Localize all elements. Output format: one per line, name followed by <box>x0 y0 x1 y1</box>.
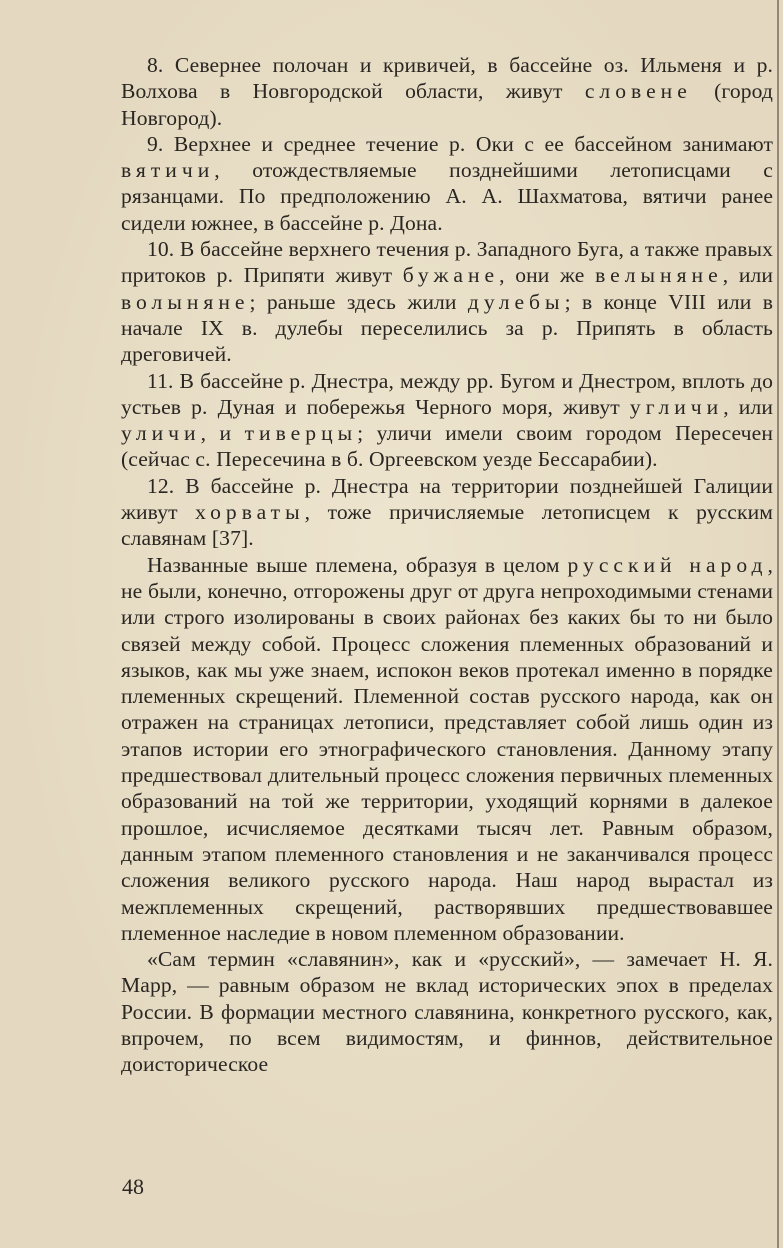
text-run: , или <box>722 263 774 288</box>
text-run: 12. В бассейне р. Днестра на территории позднейшей Галиции живут <box>121 473 773 525</box>
text-run: , не были, конечно, отгорожены друг от друга непроходимыми стенами или строго изолированы в своих районах без каких бы то ни было связей между собой. Процесс сложения племенных образований и языков, как мы уже знаем, испокон веков протекал именно в порядке племенных скрещений. Племенной состав русского народа, как он отражен на страницах летописи, представляет собой лишь один из этапов истории его этнографического становления. Данному этапу предшествовал длительный процесс сложения первичных племенных образований на той же территории, уходящий корнями в далекое прошлое, исчисляемое десятками тысяч лет. Равным образом, данным этапом племенного становления и не заканчивался процесс сложения великого русского народа. Наш народ вырастал из межплеменных скрещений, растворявших предшествовавшее племенное наследие в новом племенном образовании. <box>121 552 774 945</box>
paragraph-12 <box>121 473 773 552</box>
text-run: , отождествляемые позднейшими летописцами с рязанцами. По предположению А. А. Шахматова, вятичи ранее сидели южнее, в бассейне р. Дона. <box>121 158 773 235</box>
spaced-term: дулебы <box>467 289 565 314</box>
text-run: ; уличи имели своим городом Пересечен (сейчас с. Пересечина в б. Оргеевском уезде Бессарабии). <box>121 421 773 472</box>
paragraph-10 <box>121 236 773 367</box>
spaced-term: тиверцы <box>244 421 358 446</box>
spaced-term: бужане <box>402 263 500 288</box>
paragraph-9 <box>121 131 773 236</box>
spaced-term: волыняне <box>121 289 250 314</box>
paragraph-marr-quote <box>121 946 773 1077</box>
text-run: «Сам термин «славянин», как и «русский», — замечает Н. Я. Марр, — равным образом не вклад исторических эпох в пределах России. В формации местного славянина, конкретного русского, как, впрочем, по всем видимостям, и финнов, действительное доисторическое <box>121 947 773 1077</box>
page-number: 48 <box>122 1174 144 1199</box>
text-run: , они же <box>499 263 596 288</box>
text-run: , тоже причисляемые летописцем к русским славянам [37]. <box>121 500 773 551</box>
text-run: Названные выше племена, образуя в целом <box>147 552 568 577</box>
spaced-term: словене <box>584 79 692 104</box>
text-run: ; раньше здесь жили <box>249 289 468 314</box>
text-run: 8. Севернее полочан и кривичей, в бассейне оз. Ильменя и р. Волхова в Новгородской области, живут <box>121 53 773 104</box>
text-run: 9. Верхнее и среднее течение р. Оки с ее бассейном занимают <box>147 131 773 156</box>
spaced-term: угличи <box>629 394 724 419</box>
paragraph-named-tribes <box>121 552 773 946</box>
spaced-term: уличи <box>121 421 201 446</box>
spaced-term: русский народ <box>567 552 768 577</box>
spaced-term: хорваты <box>195 500 305 525</box>
text-run: , или <box>723 394 773 419</box>
text-run: 11. В бассейне р. Днестра, между рр. Бугом и Днестром, вплоть до устьев р. Дуная и побережья Черного моря, живут <box>121 368 773 419</box>
text-run: , и <box>200 421 245 446</box>
text-run: (город Новгород). <box>121 79 773 130</box>
spaced-term: велыняне <box>595 263 723 288</box>
spaced-term: вятичи <box>121 158 215 183</box>
text-run: 10. В бассейне верхнего течения р. Западного Буга, а также правых притоков р. Припяти живут <box>121 237 773 288</box>
page-edge-line <box>777 0 779 1248</box>
body-text <box>121 52 773 1078</box>
paragraph-8 <box>121 52 773 131</box>
paragraph-11 <box>121 368 773 473</box>
text-run: ; в конце VIII или в начале IX в. дулебы переселились за р. Припять в область дреговичей. <box>121 289 773 367</box>
